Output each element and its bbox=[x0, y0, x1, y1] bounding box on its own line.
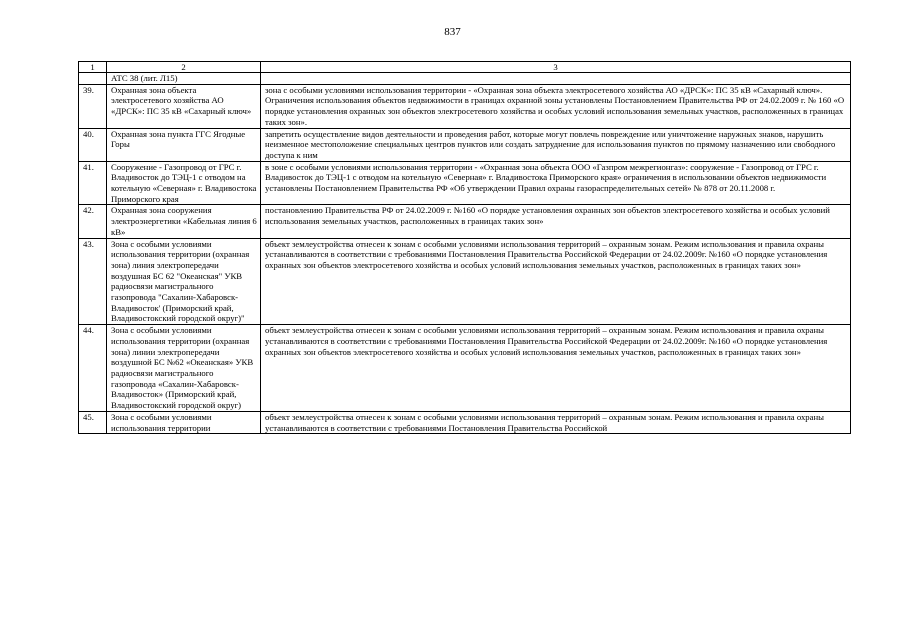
zone-name: Сооружение - Газопровод от ГРС г. Владивосток до ТЭЦ-1 с отводом на котельную «Северная» г. Владивостока Приморского края bbox=[107, 161, 261, 205]
table-row bbox=[79, 205, 851, 238]
table-row bbox=[79, 84, 851, 128]
zone-description: зона с особыми условиями использования территории - «Охранная зона объекта электросетевого хозяйства АО «ДРСК»: ПС 35 кВ «Сахарный ключ». Ограничения использования объектов недвижимости в границах охранной зоны установлены Постановлением Правительства РФ от 24.02.2009 г. № 160 «О порядке установления охранных зон объектов электросетевого хозяйства и особых условий использования земельных участков, расположенных в границах таких зон». bbox=[261, 84, 851, 128]
row-number: 40. bbox=[79, 128, 107, 161]
table-row bbox=[79, 161, 851, 205]
row-number: 39. bbox=[79, 84, 107, 128]
row-number: 45. bbox=[79, 411, 107, 433]
header-col-1: 1 bbox=[79, 62, 107, 73]
zone-name: Охранная зона сооружения электроэнергетики «Кабельная линия 6 кВ» bbox=[107, 205, 261, 238]
table-row bbox=[79, 73, 851, 85]
zone-name: Зона с особыми условиями использования территории (охранная зона) линия электропередачи воздушная БС 62 "Океанская" УКВ радиосвязи магистрального газопровода "Сахалин-Хабаровск-Владивосток' (Приморский край, Владивостокский городской округ)" bbox=[107, 238, 261, 325]
zones-table bbox=[78, 61, 851, 434]
page-number: 837 bbox=[444, 26, 461, 38]
zone-description: объект землеустройства отнесен к зонам с особыми условиями использования территорий – охранным зонам. Режим использования и правила охраны устанавливаются в соответствии с требованиями Постановления Правительства Российской Федерации от 24.02.2009г. №160 «О порядке установления охранных зон объектов электросетевого хозяйства и особых условий использования земельных участков, расположенных в границах таких зон» bbox=[261, 325, 851, 412]
table-row bbox=[79, 325, 851, 412]
row-number bbox=[79, 73, 107, 85]
header-col-3: 3 bbox=[261, 62, 851, 73]
zone-name: Зона с особыми условиями использования территории bbox=[107, 411, 261, 433]
zone-name: Охранная зона пункта ГГС Ягодные Горы bbox=[107, 128, 261, 161]
table-row bbox=[79, 128, 851, 161]
table-row bbox=[79, 411, 851, 433]
header-col-2: 2 bbox=[107, 62, 261, 73]
zone-description: запретить осуществление видов деятельности и проведения работ, которые могут повлечь повреждение или уничтожение наружных знаков, нарушить неизменное местоположение специальных центров пунктов или создать затруднение для использования пунктов по прямому назначению или свободного доступа к ним bbox=[261, 128, 851, 161]
zone-description: постановлению Правительства РФ от 24.02.2009 г. №160 «О порядке установления охранных зон объектов электросетевого хозяйства и особых условий использования земельных участков, расположенных в границах таких зон» bbox=[261, 205, 851, 238]
row-number: 43. bbox=[79, 238, 107, 325]
row-number: 42. bbox=[79, 205, 107, 238]
zone-description: объект землеустройства отнесен к зонам с особыми условиями использования территорий – охранным зонам. Режим использования и правила охраны устанавливаются в соответствии с требованиями Постановления Правительства Российской Федерации от 24.02.2009г. №160 «О порядке установления охранных зон объектов электросетевого хозяйства и особых условий использования земельных участков, расположенных в границах таких зон» bbox=[261, 238, 851, 325]
row-number: 44. bbox=[79, 325, 107, 412]
zone-name: Охранная зона объекта электросетевого хозяйства АО «ДРСК»: ПС 35 кВ «Сахарный ключ» bbox=[107, 84, 261, 128]
zone-description bbox=[261, 73, 851, 85]
zone-name: АТС 38 (лит. Л15) bbox=[107, 73, 261, 85]
zone-description: объект землеустройства отнесен к зонам с особыми условиями использования территорий – охранным зонам. Режим использования и правила охраны устанавливаются в соответствии с требованиями Постановления Правительства Российской bbox=[261, 411, 851, 433]
zone-name: Зона с особыми условиями использования территории (охранная зона) линии электропередачи воздушной БС №62 «Океанская» УКВ радиосвязи магистрального газопровода «Сахалин-Хабаровск-Владивосток» (Приморский край, Владивостокский городской округ) bbox=[107, 325, 261, 412]
table-row bbox=[79, 238, 851, 325]
table-header-row bbox=[79, 62, 851, 73]
zone-description: в зоне с особыми условиями использования территории - «Охранная зона объекта ООО «Газпром межрегионгаз»: сооружение - Газопровод от ГРС г. Владивосток до ТЭЦ-1 с отводом на котельную «Северная» г. Владивостока Приморского края» ограничения в использовании объектов недвижимости установлены Постановлением Правительства РФ «Об утверждении Правил охраны газораспределительных сетей» № 878 от 20.11.2008 г. bbox=[261, 161, 851, 205]
row-number: 41. bbox=[79, 161, 107, 205]
